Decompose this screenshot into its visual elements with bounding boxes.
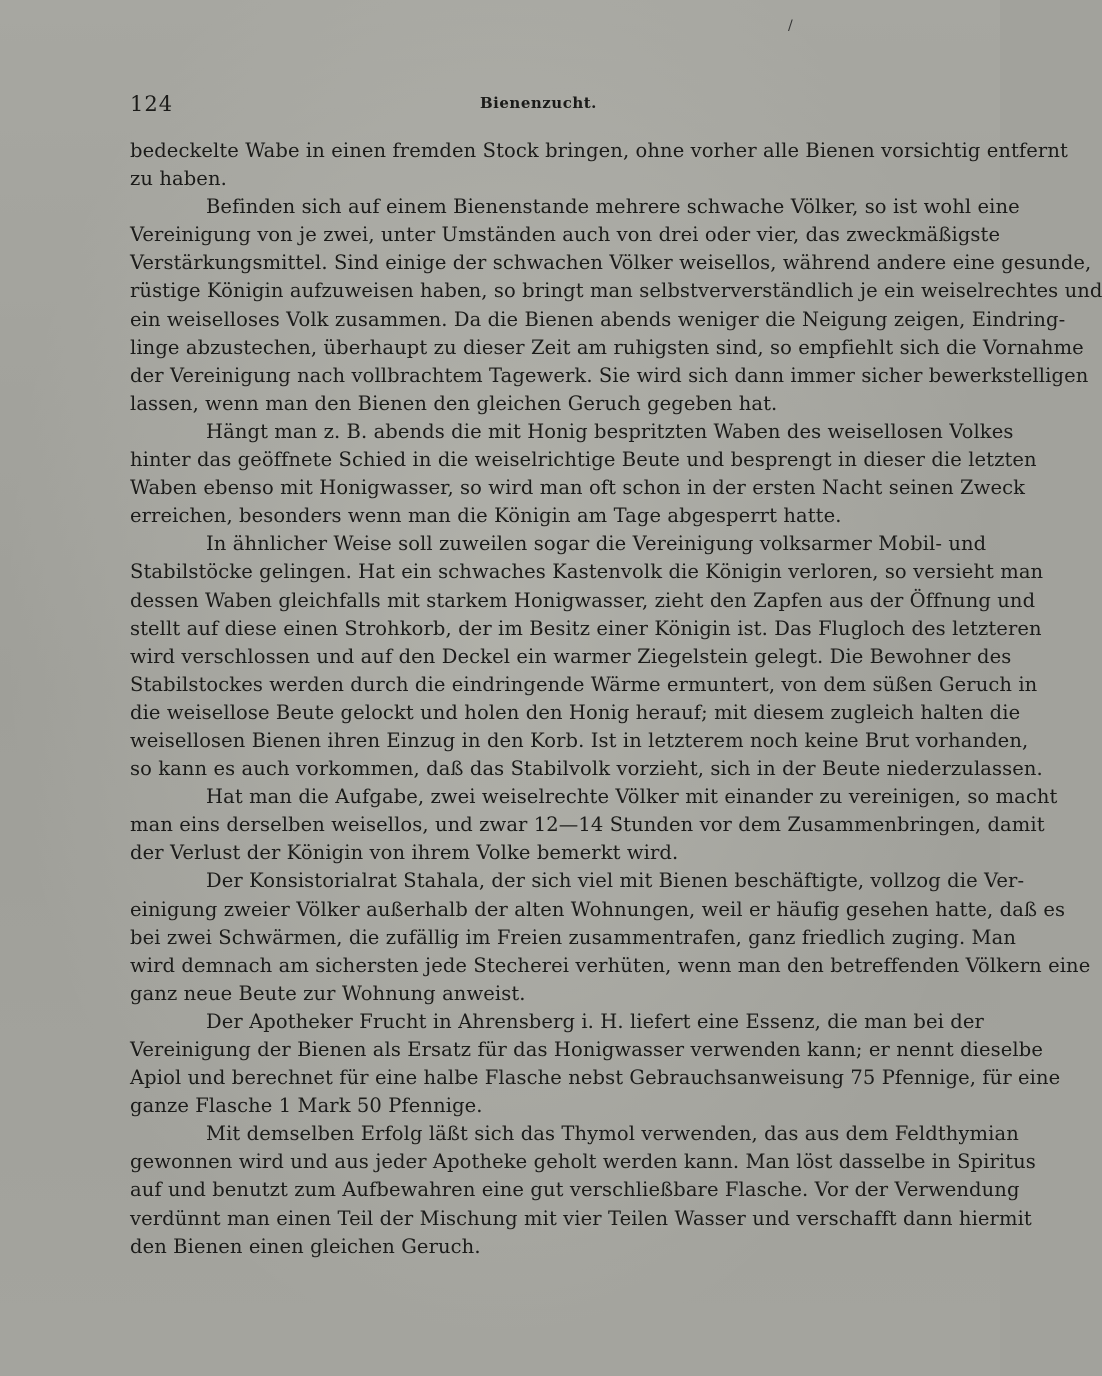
text-line: die weisellose Beute gelockt und holen den Honig herauf; mit diesem zugleich halten die (130, 700, 1021, 724)
text-line: Verstärkungsmittel. Sind einige der schwachen Völker weisellos, während andere eine gesunde, (130, 251, 1092, 275)
text-line: erreichen, besonders wenn man die Königin am Tage abgesperrt hatte. (130, 504, 842, 528)
text-line: In ähnlicher Weise soll zuweilen sogar die Vereinigung volksarmer Mobil- und (206, 532, 987, 556)
text-line: rüstige Königin aufzuweisen haben, so bringt man selbstververständlich je ein weiselrechtes und (130, 279, 1102, 303)
paragraph (130, 193, 1102, 418)
paragraph (130, 137, 1068, 193)
text-line: verdünnt man einen Teil der Mischung mit vier Teilen Wasser und verschafft dann hiermit (130, 1206, 1032, 1230)
body-text (130, 137, 1102, 1261)
page-number: 124 (130, 92, 174, 116)
paragraph (130, 1008, 1061, 1120)
text-line: den Bienen einen gleichen Geruch. (130, 1234, 481, 1258)
text-line: Vereinigung von je zwei, unter Umständen auch von drei oder vier, das zweckmäßigste (130, 223, 1001, 247)
text-line: lassen, wenn man den Bienen den gleichen Geruch gegeben hat. (130, 391, 778, 415)
paragraph (130, 783, 1058, 867)
text-line: Waben ebenso mit Honigwasser, so wird man oft schon in der ersten Nacht seinen Zweck (130, 476, 1026, 500)
paragraph (130, 418, 1037, 530)
text-line: Mit demselben Erfolg läßt sich das Thymol verwenden, das aus dem Feldthymian (206, 1122, 1019, 1146)
text-line: ganz neue Beute zur Wohnung anweist. (130, 981, 526, 1005)
paragraph (130, 867, 1091, 1007)
text-line: man eins derselben weisellos, und zwar 12—14 Stunden vor dem Zusammenbringen, damit (130, 813, 1045, 837)
text-line: zu haben. (130, 167, 227, 191)
text-line: ganze Flasche 1 Mark 50 Pfennige. (130, 1094, 483, 1118)
margin-mark: / (788, 18, 793, 34)
text-line: wird demnach am sichersten jede Stecherei verhüten, wenn man den betreffenden Völkern eine (130, 953, 1091, 977)
text-line: weisellosen Bienen ihren Einzug in den Korb. Ist in letzterem noch keine Brut vorhanden, (130, 728, 1029, 752)
text-line: so kann es auch vorkommen, daß das Stabilvolk vorzieht, sich in der Beute niederzulassen. (130, 757, 1043, 781)
text-line: Stabilstöcke gelingen. Hat ein schwaches Kastenvolk die Königin verloren, so versieht man (130, 560, 1044, 584)
text-line: ein weiselloses Volk zusammen. Da die Bienen abends weniger die Neigung zeigen, Eindring- (130, 307, 1066, 331)
text-line: bei zwei Schwärmen, die zufällig im Freien zusammentrafen, ganz friedlich zuging. Man (130, 925, 1017, 949)
text-line: Vereinigung der Bienen als Ersatz für das Honigwasser verwenden kann; er nennt dieselbe (130, 1038, 1043, 1061)
paragraph (130, 1120, 1036, 1260)
text-line: der Verlust der Königin von ihrem Volke bemerkt wird. (130, 841, 679, 865)
page-header (130, 92, 920, 118)
text-line: stellt auf diese einen Strohkorb, der im Besitz einer Königin ist. Das Flugloch des letzteren (130, 616, 1042, 640)
text-line: Der Apotheker Frucht in Ahrensberg i. H. liefert eine Essenz, die man bei der (206, 1009, 984, 1033)
text-line: Stabilstockes werden durch die eindringende Wärme ermuntert, von dem süßen Geruch in (130, 672, 1038, 696)
text-line: Hat man die Aufgabe, zwei weiselrechte Völker mit einander zu vereinigen, so macht (206, 785, 1058, 809)
text-line: Apiol und berechnet für eine halbe Flasche nebst Gebrauchsanweisung 75 Pfennige, für eine (130, 1066, 1061, 1090)
text-line: Hängt man z. B. abends die mit Honig bespritzten Waben des weisellosen Volkes (206, 419, 1014, 443)
paragraph (130, 530, 1044, 783)
text-line: hinter das geöffnete Schied in die weiselrichtige Beute und besprengt in dieser die letzten (130, 448, 1037, 472)
text-line: bedeckelte Wabe in einen fremden Stock bringen, ohne vorher alle Bienen vorsichtig entfernt (130, 139, 1068, 162)
text-line: Befinden sich auf einem Bienenstande mehrere schwache Völker, so ist wohl eine (206, 195, 1020, 219)
text-line: der Vereinigung nach vollbrachtem Tagewerk. Sie wird sich dann immer sicher bewerkstelligen (130, 363, 1089, 387)
text-line: einigung zweier Völker außerhalb der alten Wohnungen, weil er häufig gesehen hatte, daß es (130, 897, 1066, 921)
text-line: Der Konsistorialrat Stahala, der sich viel mit Bienen beschäftigte, vollzog die Ver- (206, 869, 1025, 893)
text-line: linge abzustechen, überhaupt zu dieser Zeit am ruhigsten sind, so empfiehlt sich die Vornahme (130, 335, 1084, 359)
text-line: gewonnen wird und aus jeder Apotheke geholt werden kann. Man löst dasselbe in Spiritus (130, 1150, 1036, 1174)
text-line: wird verschlossen und auf den Deckel ein warmer Ziegelstein gelegt. Die Bewohner des (130, 644, 1012, 668)
running-title: Bienenzucht. (480, 94, 597, 112)
text-line: dessen Waben gleichfalls mit starkem Honigwasser, zieht den Zapfen aus der Öffnung und (130, 588, 1036, 612)
text-line: auf und benutzt zum Aufbewahren eine gut verschließbare Flasche. Vor der Verwendung (130, 1178, 1020, 1202)
